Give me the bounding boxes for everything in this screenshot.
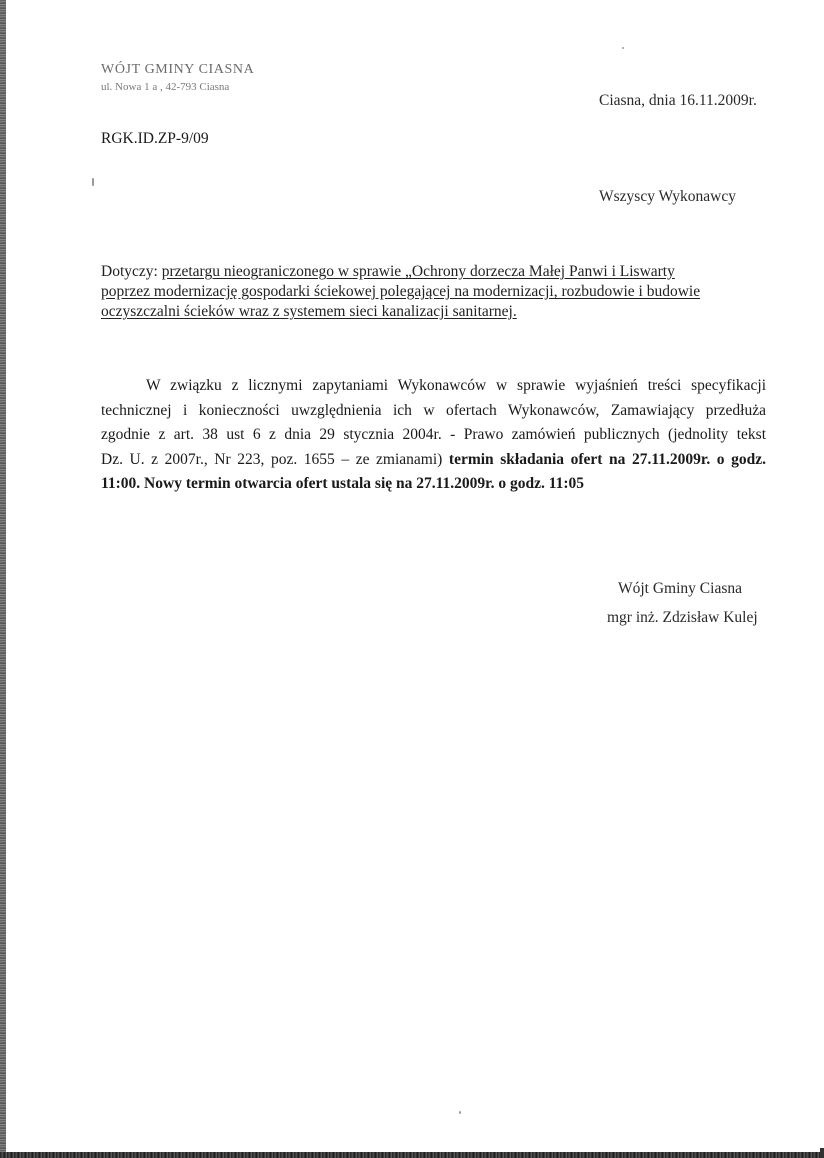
- scan-edge-left: [0, 0, 6, 1158]
- body-line-4-bold: termin składania ofert na 27.11.2009r. o godz.: [448, 450, 766, 468]
- scan-speck: [92, 178, 94, 186]
- scan-speck: [459, 1111, 461, 1114]
- body-line-4: [101, 448, 766, 473]
- recipient: Wszyscy Wykonawcy: [599, 188, 736, 205]
- body-line-2: technicznej i konieczności uwzględnienia ich w ofertach Wykonawców, Zamawiający przedłuża: [101, 401, 766, 419]
- signature-title: Wójt Gminy Ciasna: [618, 580, 742, 597]
- office-address: ul. Nowa 1 a , 42-793 Ciasna: [101, 81, 230, 93]
- subject-text-1: przetargu nieograniczonego w sprawie „Ochrony dorzecza Małej Panwi i Liswarty: [161, 263, 675, 280]
- subject-block: [101, 262, 761, 322]
- signature-name: mgr inż. Zdzisław Kulej: [607, 609, 758, 626]
- body-paragraph: [101, 374, 766, 497]
- scan-edge-right: [820, 1148, 824, 1158]
- body-line-3: zgodnie z art. 38 ust 6 z dnia 29 stycznia 2004r. - Prawo zamówień publicznych (jednolity tekst: [101, 426, 766, 443]
- body-line-1: W związku z licznymi zapytaniami Wykonawców w sprawie wyjaśnień treści specyfikacji: [146, 377, 766, 394]
- subject-label: Dotyczy:: [101, 263, 158, 280]
- scan-edge-bottom: [0, 1152, 824, 1158]
- body-line-5: [101, 472, 766, 497]
- office-name: WÓJT GMINY CIASNA: [101, 62, 255, 77]
- subject-line-3: oczyszczalni ścieków wraz z systemem sieci kanalizacji sanitarnej.: [101, 303, 517, 320]
- reference-number: RGK.ID.ZP-9/09: [101, 130, 209, 147]
- scan-speck: [622, 47, 624, 49]
- document-date: Ciasna, dnia 16.11.2009r.: [599, 92, 757, 109]
- body-line-5-bold: 11:00. Nowy termin otwarcia ofert ustala się na 27.11.2009r. o godz. 11:05: [101, 475, 585, 492]
- subject-line-2: poprzez modernizację gospodarki ściekowej polegającej na modernizacji, rozbudowie i budowie: [101, 283, 701, 300]
- subject-line-1: [101, 262, 761, 282]
- body-line-4-plain: Dz. U. z 2007r., Nr 223, poz. 1655 – ze zmianami): [101, 450, 443, 468]
